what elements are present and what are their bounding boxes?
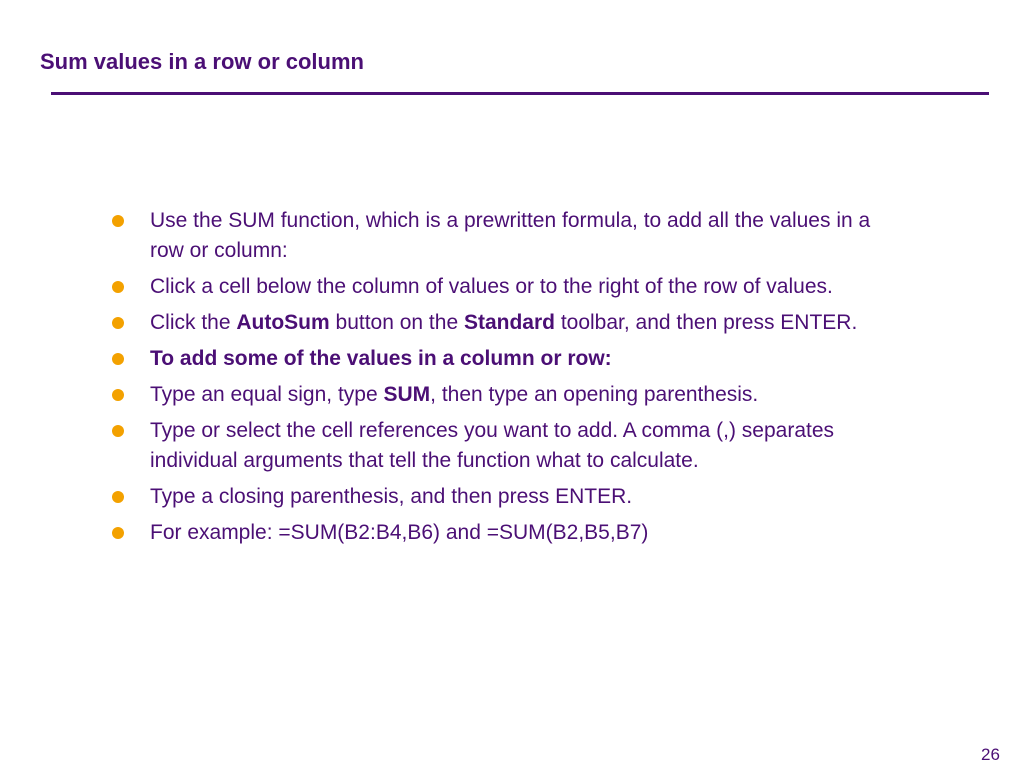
bullet-dot-icon [112, 425, 124, 437]
bullet-item [110, 344, 900, 374]
slide-title: Sum values in a row or column [40, 49, 364, 74]
bullet-item [110, 206, 900, 266]
bullet-text: , then type an opening parenthesis. [430, 383, 759, 406]
bullet-text: Click the [150, 311, 237, 334]
bullet-text: Type or select the cell references you want to add. A comma (,) separates individual arguments that tell the function what to calculate. [150, 419, 835, 472]
bullet-bold-text: To add some of the values in a column or row: [150, 347, 612, 370]
bullet-dot-icon [112, 353, 124, 365]
title-divider [51, 92, 989, 95]
page-number: 26 [981, 745, 1000, 764]
bullet-item [110, 308, 900, 338]
bullet-item [110, 482, 900, 512]
bullet-dot-icon [112, 215, 124, 227]
bullet-item [110, 518, 900, 548]
bullet-dot-icon [112, 491, 124, 503]
bullet-text: toolbar, and then press ENTER. [554, 311, 858, 334]
bullet-bold-text: Standard [463, 311, 555, 334]
bullet-dot-icon [112, 389, 124, 401]
bullet-text: For example: =SUM(B2:B4,B6) and =SUM(B2,B5,B7) [150, 521, 649, 544]
bullet-item [110, 416, 900, 476]
bullet-text: Type a closing parenthesis, and then press ENTER. [150, 485, 633, 508]
bullet-text: Click a cell below the column of values or to the right of the row of values. [150, 275, 833, 298]
bullet-bold-text: SUM [383, 383, 431, 406]
bullet-text: Use the SUM function, which is a prewritten formula, to add all the values in a row or column: [150, 209, 871, 262]
bullet-dot-icon [112, 527, 124, 539]
bullet-text: button on the [329, 311, 464, 334]
bullet-item [110, 272, 900, 302]
bullet-item [110, 380, 900, 410]
bullet-bold-text: AutoSum [236, 311, 330, 334]
bullet-list [110, 206, 900, 554]
bullet-text: Type an equal sign, type [150, 383, 384, 406]
bullet-dot-icon [112, 281, 124, 293]
bullet-dot-icon [112, 317, 124, 329]
